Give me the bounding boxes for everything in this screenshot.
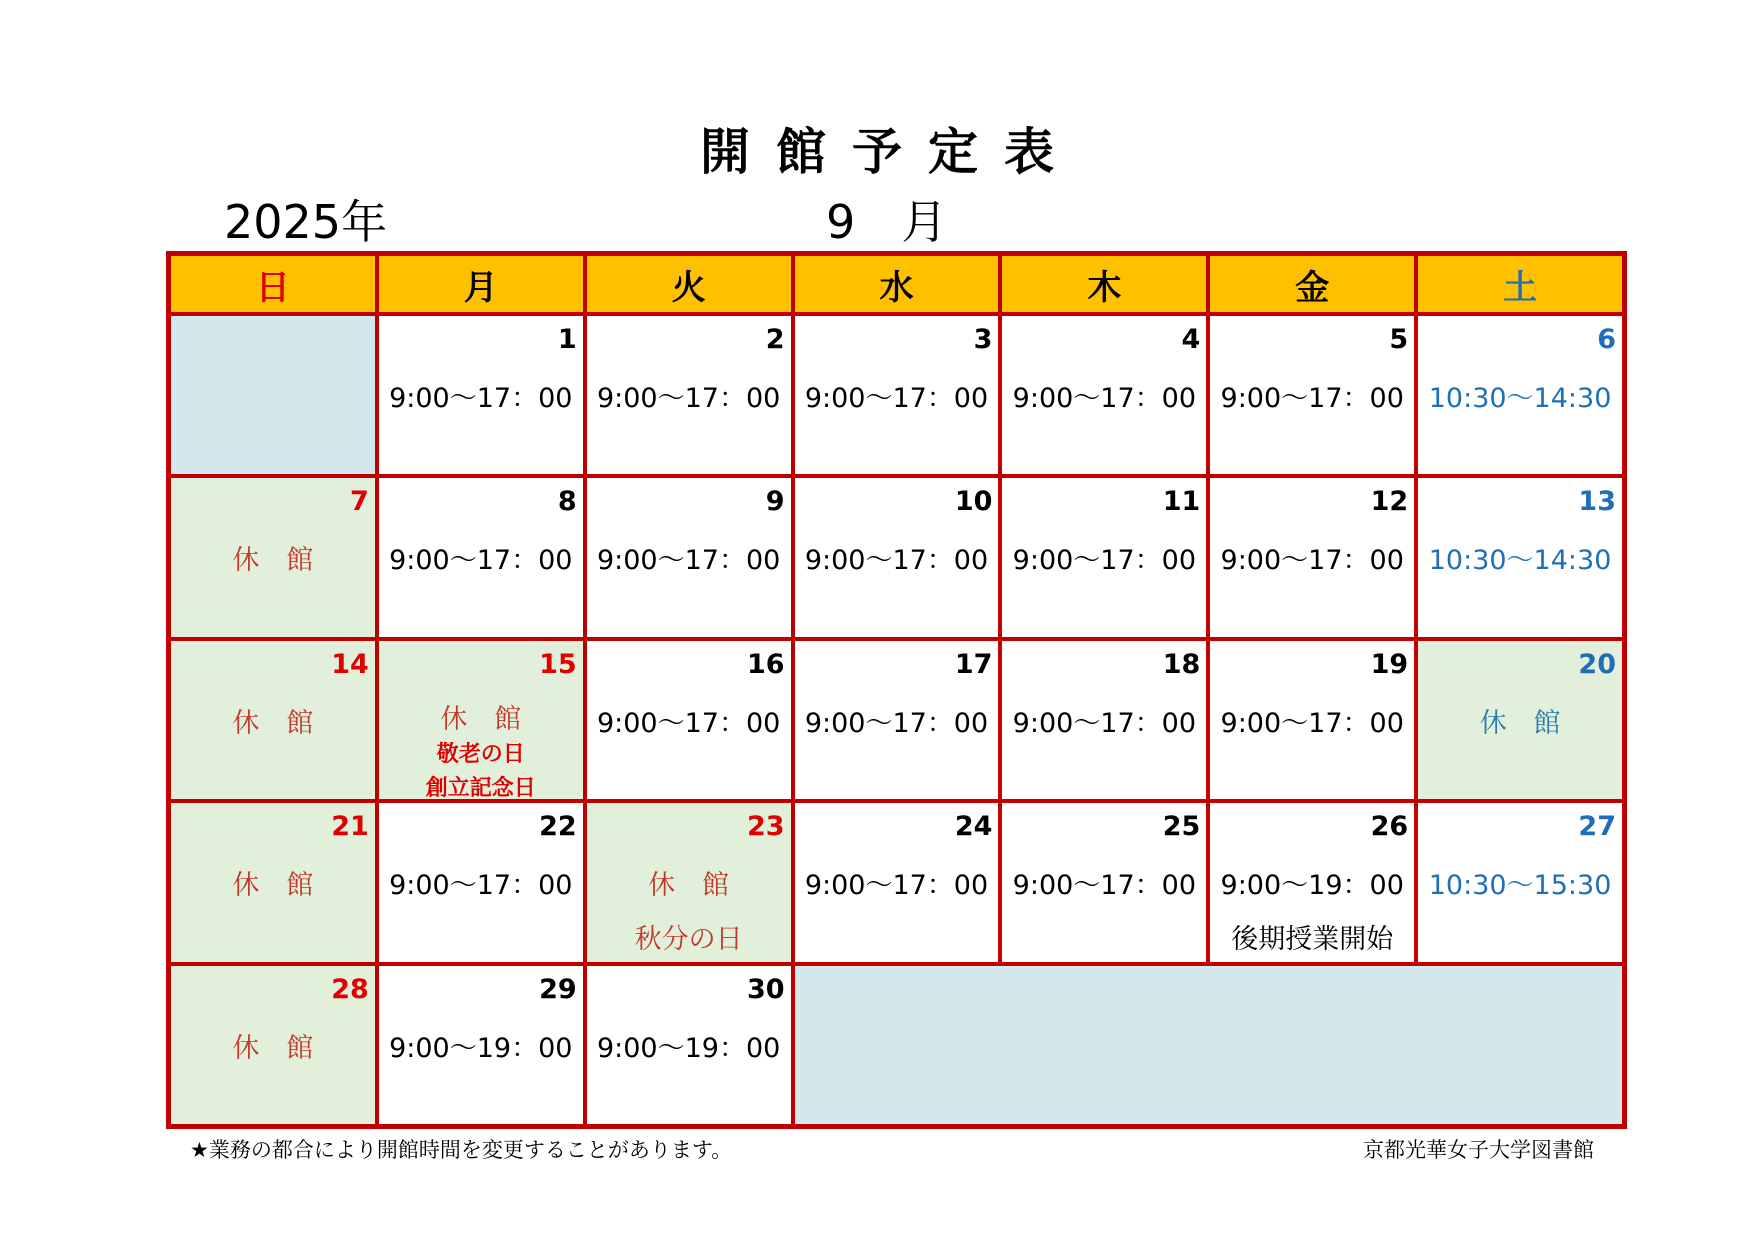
day-cell — [587, 478, 791, 636]
weekday-header-wed: 水 — [795, 256, 999, 312]
day-number: 5 — [1389, 324, 1409, 355]
day-number: 25 — [1162, 811, 1201, 843]
weekday-header-sun: 日 — [171, 256, 375, 312]
holiday-label: 敬老の日 — [436, 741, 525, 767]
month-label: 9 月 — [826, 195, 948, 249]
day-cell — [587, 966, 791, 1124]
opening-hours: 9:00〜17：00 — [1220, 383, 1404, 414]
day-cell — [587, 316, 791, 474]
weekday-header-tue: 火 — [587, 256, 791, 312]
day-number: 15 — [539, 648, 577, 680]
day-cell — [1210, 478, 1414, 636]
empty-cell — [795, 966, 1622, 1124]
opening-hours: 10:30〜14:30 — [1428, 545, 1612, 577]
calendar-grid — [166, 251, 1627, 1129]
holiday-label: 秋分の日 — [634, 924, 743, 956]
day-number: 14 — [331, 648, 369, 680]
opening-hours: 9:00〜17：00 — [1220, 707, 1404, 739]
day-cell — [1002, 478, 1206, 636]
day-cell — [795, 803, 999, 961]
day-number: 28 — [331, 973, 369, 1005]
day-cell — [171, 966, 375, 1124]
day-cell — [795, 641, 999, 799]
opening-hours: 9:00〜17：00 — [596, 383, 781, 414]
opening-hours: 9:00〜17：00 — [1012, 707, 1197, 739]
opening-hours: 9:00〜17：00 — [389, 870, 573, 902]
opening-hours: 9:00〜17：00 — [804, 545, 989, 577]
day-number: 4 — [1181, 324, 1201, 355]
opening-hours: 9:00〜17：00 — [804, 383, 989, 414]
page-title: 開館予定表 — [700, 123, 1080, 181]
year-label: 2025年 — [224, 195, 388, 249]
opening-hours: 9:00〜17：00 — [804, 707, 989, 739]
day-number: 21 — [331, 811, 369, 843]
day-cell — [1210, 641, 1414, 799]
opening-hours: 9:00〜17：00 — [389, 545, 573, 577]
day-number: 27 — [1578, 811, 1616, 843]
day-cell — [1002, 641, 1206, 799]
day-number: 12 — [1370, 486, 1409, 518]
day-cell — [795, 316, 999, 474]
day-cell — [379, 478, 583, 636]
opening-hours: 9:00〜17：00 — [1012, 545, 1197, 577]
day-number: 24 — [954, 811, 993, 843]
day-number: 16 — [746, 648, 785, 680]
opening-hours: 9:00〜17：00 — [596, 545, 781, 577]
day-number: 1 — [557, 324, 577, 355]
day-number: 19 — [1370, 648, 1409, 680]
day-number: 30 — [746, 973, 785, 1005]
day-cell — [379, 641, 583, 799]
opening-hours: 9:00〜17：00 — [596, 707, 781, 739]
day-cell — [171, 478, 375, 636]
opening-hours: 10:30〜14:30 — [1428, 383, 1612, 414]
opening-hours: 9:00〜17：00 — [1012, 383, 1197, 414]
day-number: 26 — [1370, 811, 1409, 843]
day-cell — [379, 803, 583, 961]
day-number: 18 — [1162, 648, 1201, 680]
day-number: 7 — [350, 486, 369, 518]
day-cell — [171, 641, 375, 799]
day-cell — [1210, 803, 1414, 961]
day-number: 22 — [539, 811, 577, 843]
closed-label: 休 館 — [232, 707, 314, 739]
event-label: 後期授業開始 — [1231, 924, 1394, 956]
opening-hours: 9:00〜19：00 — [596, 1032, 781, 1064]
empty-cell — [171, 316, 375, 474]
day-number: 29 — [539, 973, 577, 1005]
day-number: 8 — [557, 486, 577, 518]
day-cell — [171, 803, 375, 961]
opening-hours: 9:00〜19：00 — [1220, 870, 1404, 902]
closed-label: 休 館 — [232, 545, 314, 577]
day-number: 13 — [1578, 486, 1616, 518]
weekday-header-fri: 金 — [1210, 256, 1414, 312]
holiday-label: 創立記念日 — [425, 775, 536, 800]
closed-label: 休 館 — [1479, 707, 1561, 739]
opening-hours: 9:00〜19：00 — [389, 1032, 573, 1064]
weekday-header-thu: 木 — [1002, 256, 1206, 312]
day-number: 10 — [954, 486, 993, 518]
day-number: 20 — [1578, 648, 1616, 680]
footer-note: ★業務の都合により開館時間を変更することがあります。 — [190, 1138, 733, 1162]
opening-hours: 10:30〜15:30 — [1428, 870, 1612, 902]
day-cell — [1418, 478, 1622, 636]
day-number: 17 — [954, 648, 993, 680]
closed-label: 休 館 — [440, 703, 522, 735]
day-cell — [1418, 803, 1622, 961]
day-cell — [795, 478, 999, 636]
opening-hours: 9:00〜17：00 — [804, 870, 989, 902]
day-cell — [587, 803, 791, 961]
day-number: 11 — [1162, 486, 1201, 518]
closed-label: 休 館 — [232, 870, 314, 902]
day-cell — [379, 316, 583, 474]
day-cell — [379, 966, 583, 1124]
weekday-header-mon: 月 — [379, 256, 583, 312]
opening-hours: 9:00〜17：00 — [1220, 545, 1404, 577]
day-cell — [1210, 316, 1414, 474]
day-cell — [1418, 641, 1622, 799]
day-number: 2 — [765, 324, 785, 355]
opening-hours: 9:00〜17：00 — [1012, 870, 1197, 902]
day-number: 6 — [1597, 324, 1616, 355]
day-number: 3 — [973, 324, 993, 355]
day-number: 9 — [765, 486, 785, 518]
day-cell — [1002, 316, 1206, 474]
closed-label: 休 館 — [232, 1032, 314, 1064]
closed-label: 休 館 — [648, 870, 730, 902]
day-number: 23 — [746, 811, 785, 843]
opening-hours: 9:00〜17：00 — [389, 383, 573, 414]
organization-name: 京都光華女子大学図書館 — [1363, 1138, 1594, 1162]
day-cell — [1418, 316, 1622, 474]
weekday-header-sat: 土 — [1418, 256, 1622, 312]
day-cell — [587, 641, 791, 799]
day-cell — [1002, 803, 1206, 961]
